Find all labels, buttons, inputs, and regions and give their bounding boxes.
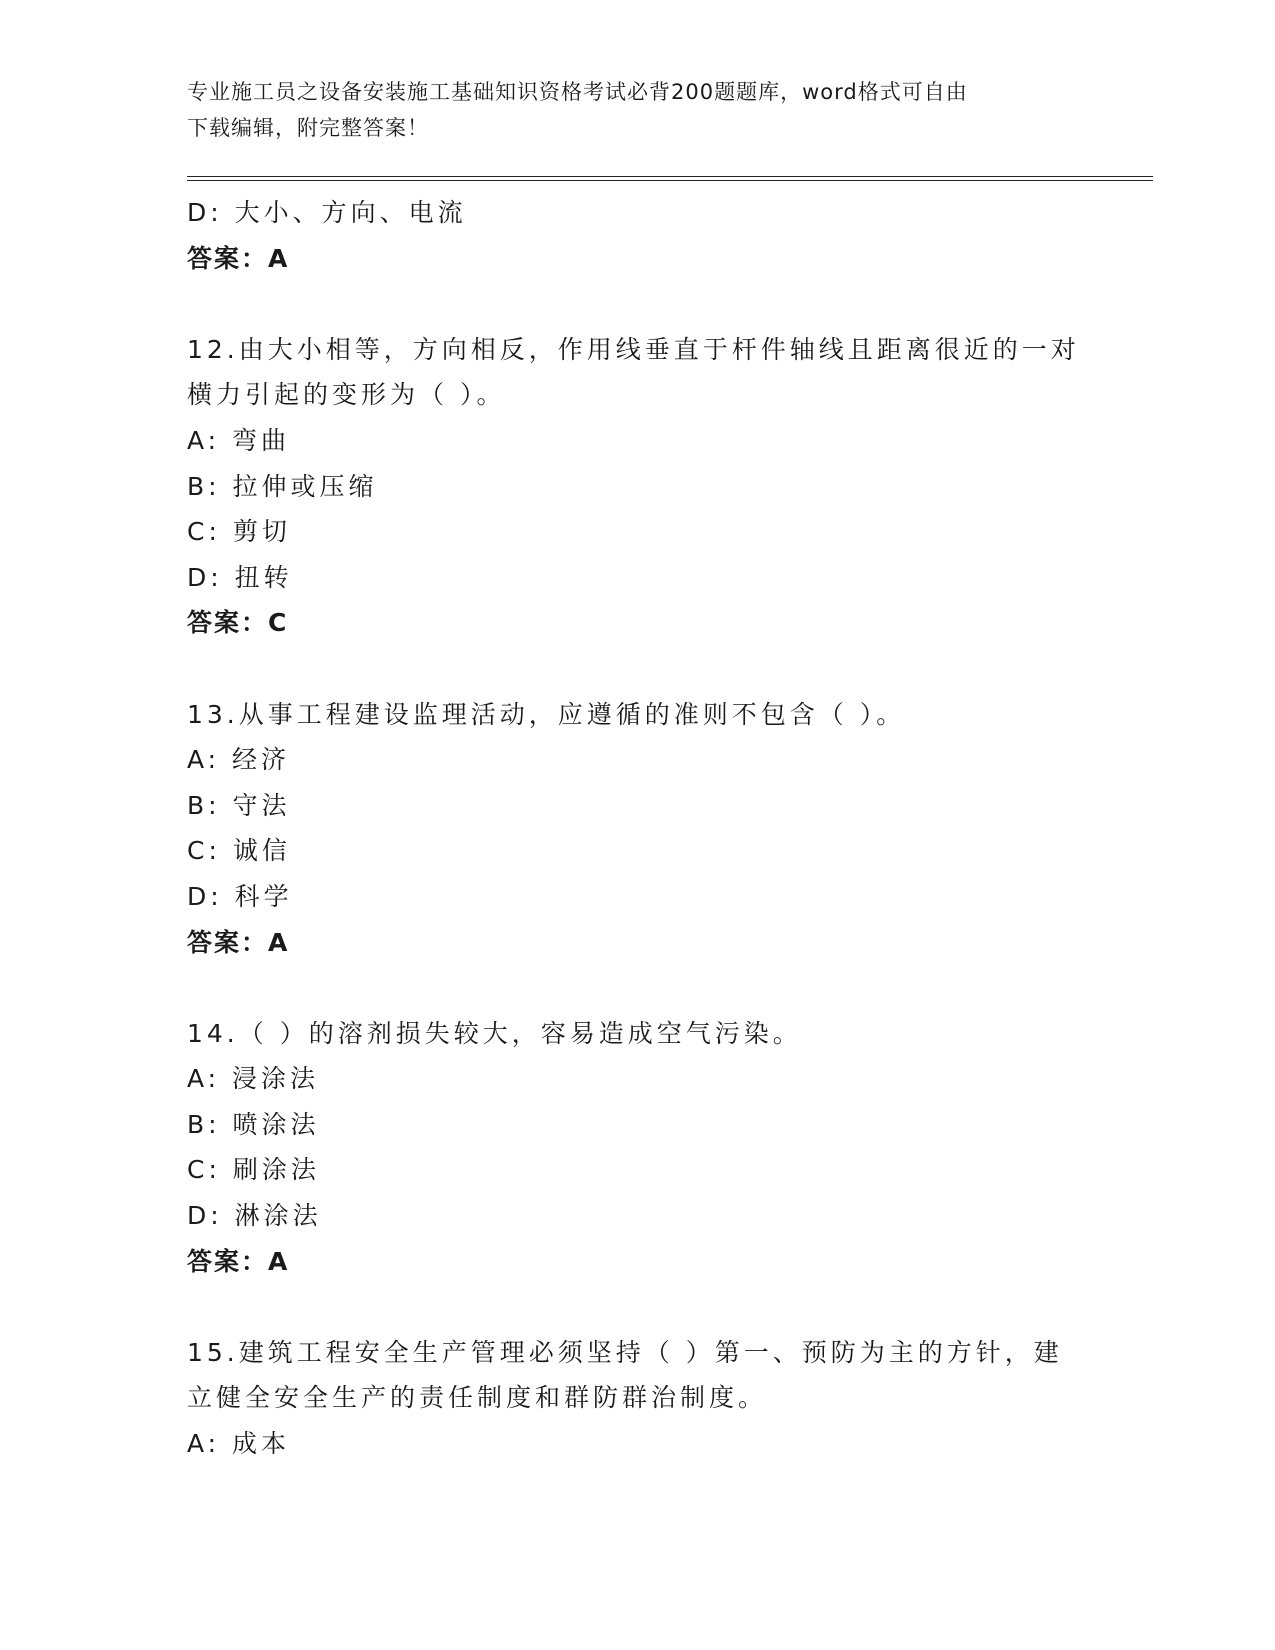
question-stem: 12.由大小相等，方向相反，作用线垂直于杆件轴线且距离很近的一对	[187, 334, 1080, 364]
option-a: A: 成本	[187, 1429, 291, 1459]
spacer	[187, 965, 1107, 1011]
question-stem: 15.建筑工程安全生产管理必须坚持（ ）第一、预防为主的方针，建	[187, 1337, 1063, 1367]
option-b: B: 守法	[187, 790, 291, 820]
question-stem: 13.从事工程建设监理活动，应遵循的准则不包含（ ）。	[187, 699, 906, 729]
option-a: A: 经济	[187, 745, 291, 775]
option-b: B: 拉伸或压缩	[187, 471, 378, 501]
answer-line: 答案：A	[187, 927, 290, 957]
option-b: B: 喷涂法	[187, 1109, 320, 1139]
header-line-2: 下载编辑，附完整答案！	[187, 116, 429, 140]
question-stem-continued: 横力引起的变形为（ ）。	[187, 380, 506, 410]
option-c: C: 诚信	[187, 836, 291, 866]
question-list	[187, 190, 1107, 1467]
document-header	[187, 74, 1087, 146]
answer-line: 答案：C	[187, 608, 289, 638]
option-c: C: 剪切	[187, 517, 291, 547]
header-divider	[187, 176, 1153, 181]
answer-line: 答案：A	[187, 1246, 290, 1276]
spacer	[187, 281, 1107, 327]
option-d: D: 扭转	[187, 562, 293, 592]
spacer	[187, 646, 1107, 692]
option-d: D: 大小、方向、电流	[187, 198, 467, 227]
option-d: D: 淋涂法	[187, 1201, 322, 1231]
question-stem: 14.（ ）的溶剂损失较大，容易造成空气污染。	[187, 1018, 802, 1048]
question-stem-continued: 立健全安全生产的责任制度和群防群治制度。	[187, 1383, 768, 1413]
option-a: A: 浸涂法	[187, 1064, 320, 1094]
header-line-1: 专业施工员之设备安装施工基础知识资格考试必背200题题库，word格式可自由	[187, 80, 968, 104]
spacer	[187, 1284, 1107, 1330]
option-c: C: 刷涂法	[187, 1155, 320, 1185]
answer-line: 答案：A	[187, 243, 290, 273]
option-a: A: 弯曲	[187, 425, 291, 455]
option-d: D: 科学	[187, 881, 293, 911]
